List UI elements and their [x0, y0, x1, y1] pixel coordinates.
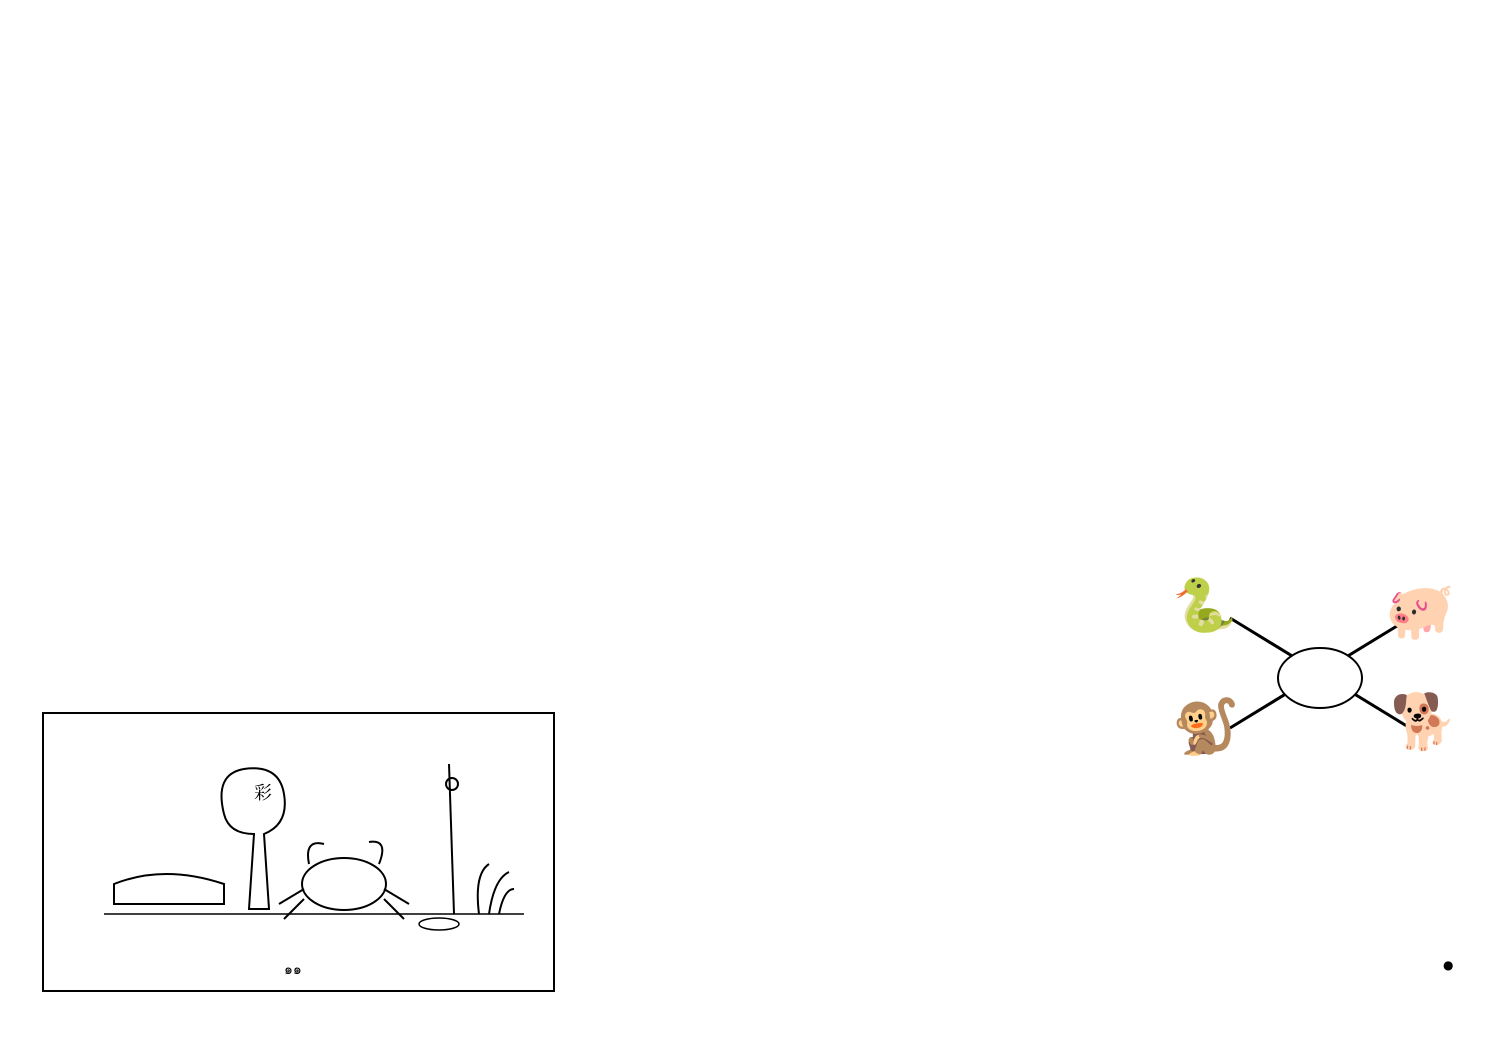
bottom-banner [0, 1018, 1500, 1058]
crab-tree-illustration [104, 754, 524, 984]
svg-text:彩: 彩 [254, 783, 272, 804]
pig-icon: 🐖 [1385, 579, 1455, 644]
dot-mark: ● [1443, 958, 1454, 972]
monkey-icon: 🐒 [1172, 695, 1240, 758]
dog-icon: 🐕 [1390, 690, 1458, 753]
snake-icon: 🐍 [1172, 576, 1237, 636]
svg-text:๑๑: ๑๑ [284, 962, 302, 978]
top-banner [0, 0, 1500, 40]
figure-box [42, 712, 555, 992]
